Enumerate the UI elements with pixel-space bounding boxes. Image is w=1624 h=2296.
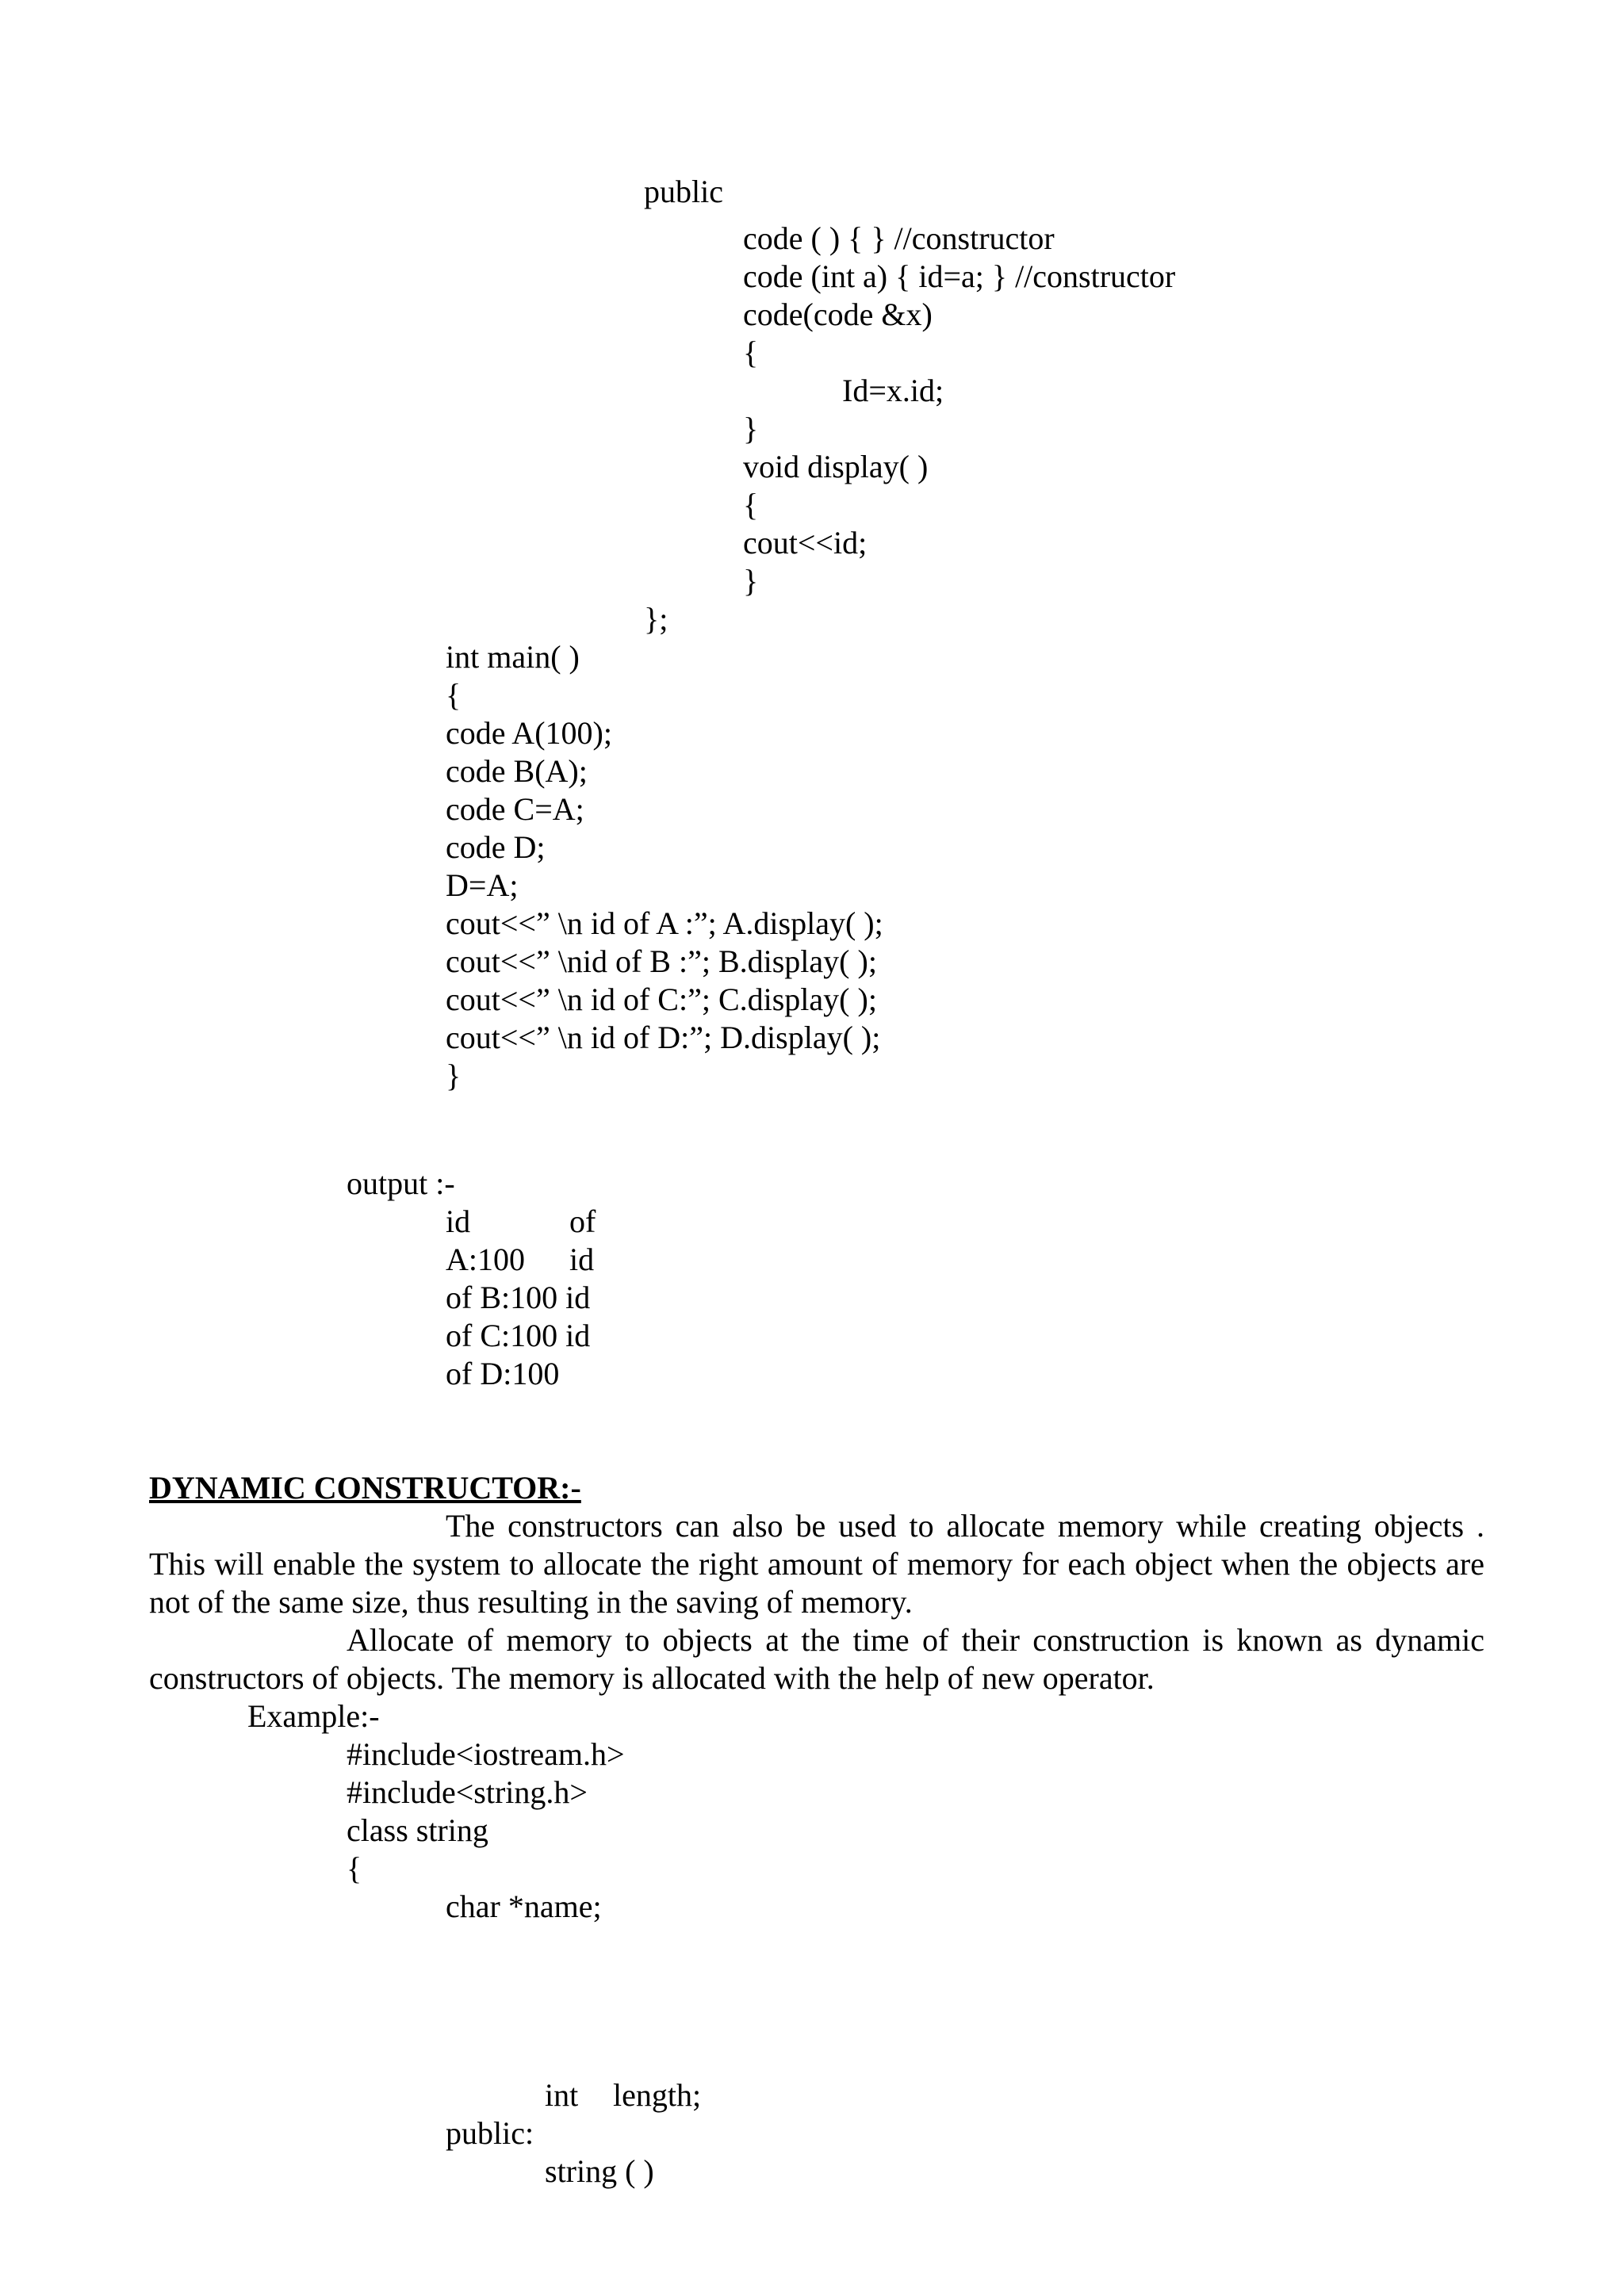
output-cell: A:100 (446, 1242, 525, 1277)
paragraph-1-text: The constructors can also be used to allocate memory while creating objects . This will enable the system to allocate the right amount of memory for each object when the objects are not of the same size, thus resulting in the saving of memory. (149, 1508, 1484, 1620)
output-row (446, 1203, 596, 1241)
output-row (446, 1279, 591, 1317)
tail-code-length: length; (613, 2077, 702, 2113)
code-line: code(code &x) (743, 297, 933, 332)
output-cell: of D:100 (446, 1356, 560, 1391)
main-code-line: code B(A); (446, 753, 588, 789)
main-code-line: { (446, 677, 462, 713)
code-line: } (743, 563, 759, 599)
main-code-line: cout<<” \n id of A :”; A.display( ); (446, 905, 883, 941)
output-cell: id (446, 1203, 471, 1239)
output-cell: id (569, 1242, 595, 1277)
code-line: { (743, 335, 759, 370)
paragraph-2 (149, 1621, 1484, 1697)
code-class-close: }; (644, 601, 668, 637)
example-code-line: { (347, 1850, 362, 1886)
tail-code-public: public: (446, 2115, 534, 2151)
output-row (446, 1355, 560, 1393)
main-code-line: code D; (446, 829, 546, 865)
main-code-line: int main( ) (446, 639, 580, 675)
output-block (446, 1203, 596, 1393)
output-cell: of B:100 id (446, 1280, 591, 1315)
code-line: { (743, 487, 759, 522)
main-code-line: cout<<” \n id of D:”; D.display( ); (446, 1020, 881, 1055)
example-code-line: class string (347, 1812, 488, 1848)
example-code-line: char *name; (446, 1888, 602, 1924)
code-line: Id=x.id; (842, 373, 944, 408)
code-line: void display( ) (743, 449, 929, 484)
paragraph-1 (149, 1507, 1484, 1621)
code-line: } (743, 411, 759, 446)
output-label: output :- (347, 1165, 455, 1201)
main-code-line: cout<<” \n id of C:”; C.display( ); (446, 982, 877, 1017)
output-cell: of (569, 1203, 596, 1239)
main-code-line: D=A; (446, 867, 519, 903)
section-heading: DYNAMIC CONSTRUCTOR:- (149, 1470, 581, 1506)
main-code-line: cout<<” \nid of B :”; B.display( ); (446, 943, 877, 979)
main-code-line: code C=A; (446, 791, 584, 827)
paragraph-2-text: Allocate of memory to objects at the time of their construction is known as dynamic constructors of objects. The memory is allocated with the help of new operator. (149, 1622, 1484, 1696)
main-code-line: } (446, 1058, 462, 1093)
code-line: cout<<id; (743, 525, 868, 561)
output-cell: of C:100 id (446, 1318, 591, 1353)
code-line: code (int a) { id=a; } //constructor (743, 258, 1176, 294)
tail-code-int: int (545, 2077, 579, 2113)
output-row (446, 1317, 591, 1355)
tail-code-string-ctor: string ( ) (545, 2153, 654, 2189)
example-code-line: #include<string.h> (347, 1774, 588, 1810)
example-code-line: #include<iostream.h> (347, 1736, 625, 1772)
code-line: code ( ) { } //constructor (743, 220, 1055, 256)
code-public-label: public (644, 174, 723, 209)
output-row (446, 1241, 595, 1279)
main-code-line: code A(100); (446, 715, 612, 751)
example-label: Example:- (247, 1698, 380, 1734)
